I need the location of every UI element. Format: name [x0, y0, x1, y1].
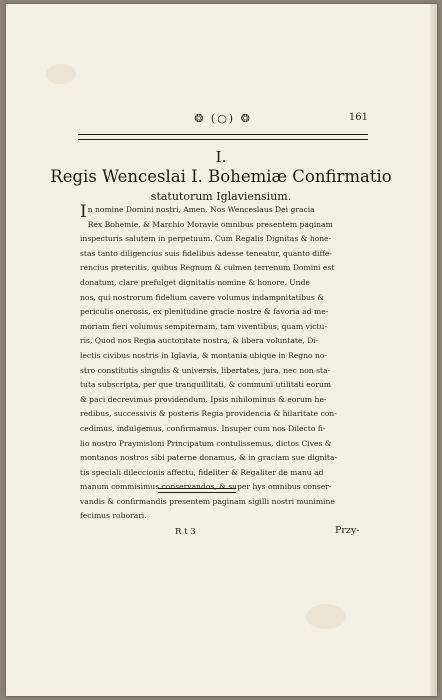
text-line: n nomine Domini nostri, Amen. Nos Wenceslaus Dei gracia [87, 205, 315, 214]
decorated-initial: I [80, 202, 87, 222]
header-ornament: ❂ (○) ❂ [194, 112, 252, 125]
text-line: montanos nostros sibi paterne donamus, & in graciam sue dignita- [80, 453, 338, 463]
text-line: & paci decrevimus providendum. Ipsis nihilominus & eorum he- [80, 394, 327, 404]
text-line: manum commisimus conservandos, & super hys omnibus conser- [80, 482, 332, 492]
paper-stain [46, 64, 76, 84]
document-title: Regis Wenceslai I. Bohemiæ Confirmatio [50, 167, 392, 186]
text-line: vandis & confirmandis presentem paginam sigilli nostri munimine [80, 496, 335, 506]
signature-mark: R t 3 [175, 527, 196, 537]
text-line: cedimus, indulgemus, confirmamus. Insuper cum nos Dilecto fi- [80, 423, 326, 433]
charter-text [80, 203, 370, 524]
text-line: stro constitutis singulis & universis, libertates, jura, nec non sta- [80, 365, 331, 375]
document-subtitle: statutorum Iglaviensium. [150, 190, 292, 203]
paper-stain [306, 604, 346, 629]
page-number: 161 [348, 112, 368, 123]
text-line: lectis civibus nostris in Iglavia, & montania ubique in Regno no- [80, 350, 328, 360]
header-rule [78, 134, 368, 140]
text-line: stas tanto diligencius suis fidelibus adesse teneatur, quanto diffe- [80, 248, 332, 258]
text-line: ris, Quod nos Regia auctoritate nostra, & libera voluntate, Di- [80, 336, 319, 346]
text-line: lio nostro Praymisloni Principatum contulissemus, dictos Cives & [80, 438, 332, 448]
text-line: inspecturis salutem in perpetuum. Cum Regalis Dignitas & hone- [80, 234, 332, 244]
section-number: I. [215, 148, 227, 166]
text-line: tuta subscripta, per que tranquillitati, & communi utilitati eorum [80, 380, 332, 390]
text-line: fecimus roborari. [80, 511, 147, 521]
text-line: nos, qui nostrorum fidelium cavere volumus indampnitatibus & [80, 292, 324, 302]
text-line: redibus, successivis & posteris Regia providencia & hilaritate con- [80, 409, 337, 419]
running-header [78, 112, 368, 130]
page-edge [430, 4, 436, 696]
text-line: moriam fieri volumus sempiternam, tam viventibus, quam victu- [80, 321, 328, 331]
text-line: donatum, clare prefulget dignitatis nomine & honore. Unde [80, 277, 310, 287]
catchword: Przy- [335, 525, 360, 536]
text-line: periculis onerosis, ex plenitudine gracie nostre & favoria ad me- [80, 307, 329, 317]
text-line: rencius preteritis, quibus Regnum & culmen terrenum Domini est [80, 263, 335, 273]
text-line: tis speciali dileccionis affectu, fideliter & Regaliter de manu ad [80, 467, 324, 477]
text-line: Rex Bohemie, & Marchio Moravie omnibus presentem paginam [87, 219, 333, 229]
closing-rule [158, 488, 236, 493]
